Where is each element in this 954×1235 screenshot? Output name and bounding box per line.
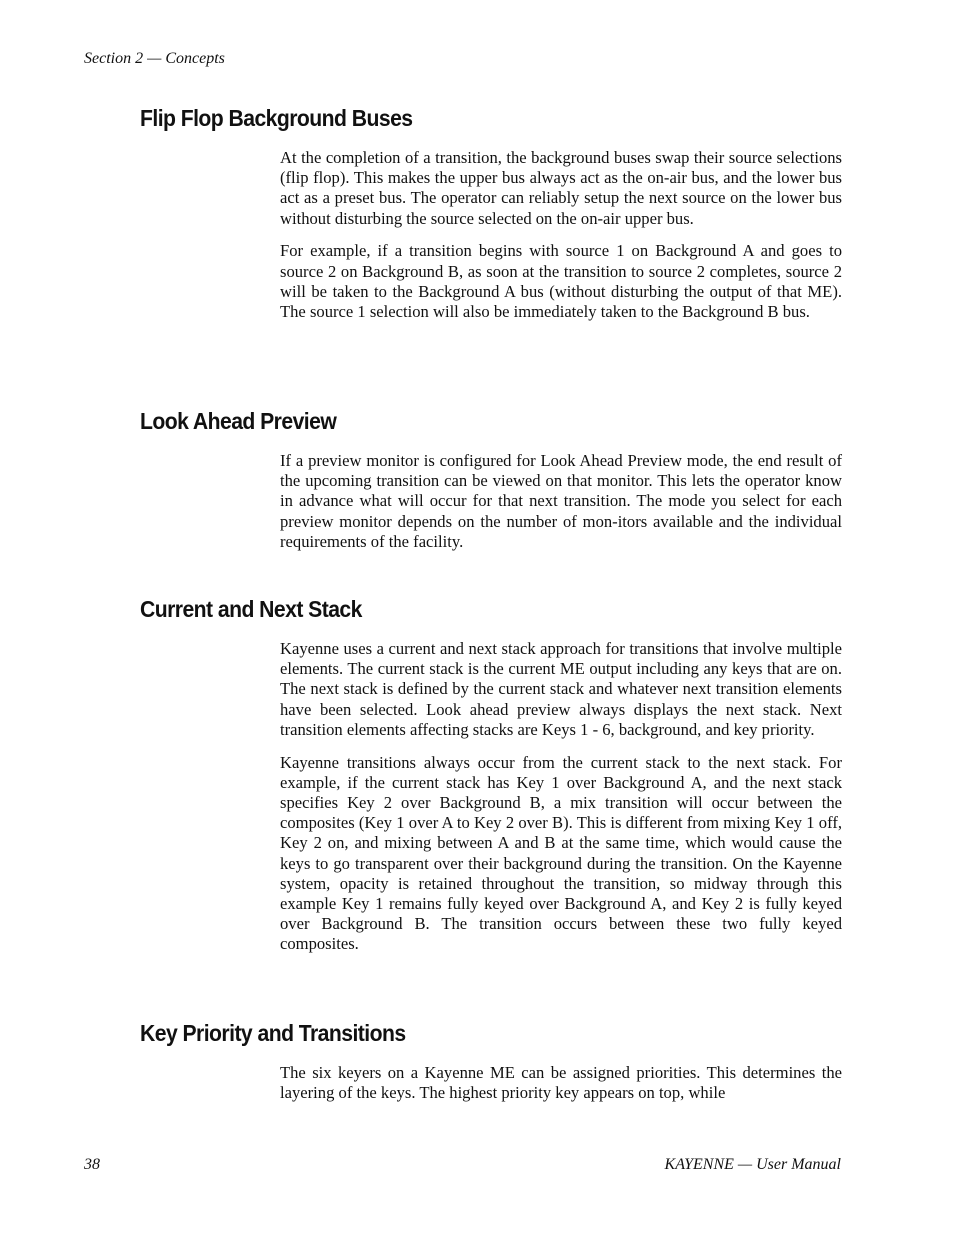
section-heading: Current and Next Stack: [140, 596, 362, 622]
section-heading: Flip Flop Background Buses: [140, 105, 413, 131]
section-heading: Look Ahead Preview: [140, 408, 337, 434]
paragraph: For example, if a transition begins with source 1 on Background A and goes to source 2 on Background B, as soon at the transition to source 2 completes, source 2 will be taken to the Background A bus (without disturbing the output of that ME). The source 1 selection will also be immediately taken to the Background B bus.: [280, 241, 842, 321]
section-key-priority: [140, 1019, 842, 1116]
paragraph: At the completion of a transition, the background buses swap their source selections (flip flop). This makes the upper bus always act as the on-air bus, and the lower bus act as a preset bus. The operator can reliably setup the next source on the lower bus without disturbing the source selected on the on-air upper bus.: [280, 148, 842, 228]
page-number: 38: [84, 1156, 100, 1173]
section-body: [280, 451, 842, 552]
section-body: [280, 1063, 842, 1103]
section-look-ahead-preview: [140, 407, 842, 565]
section-body: [280, 639, 842, 955]
section-body: [280, 148, 842, 322]
section-flip-flop: [140, 104, 842, 335]
paragraph: If a preview monitor is configured for Look Ahead Preview mode, the end result of the upcoming transition can be viewed on that monitor. This lets the operator know in advance what will occur for that next transition. The mode you select for each preview monitor depends on the number of mon-itors available and the individual requirements of the facility.: [280, 451, 842, 551]
section-heading: Key Priority and Transitions: [140, 1020, 406, 1046]
section-current-next-stack: [140, 595, 842, 967]
running-header: Section 2 — Concepts: [84, 50, 225, 67]
paragraph: Kayenne uses a current and next stack approach for transitions that involve multiple elements. The current stack is the current ME output including any keys that are on. The next stack is defined by the current stack and whatever next transition elements have been selected. Look ahead preview always displays the next stack. Next transition elements affecting stacks are Keys 1 - 6, background, and key priority.: [280, 639, 842, 739]
paragraph: The six keyers on a Kayenne ME can be assigned priorities. This determines the layering of the keys. The highest priority key appears on top, while: [280, 1063, 842, 1103]
paragraph: Kayenne transitions always occur from the current stack to the next stack. For example, if the current stack has Key 1 over Background A, and the next stack specifies Key 2 over Background B, a mix transition will occur between the composites (Key 1 over A to Key 2 over B). This is different from mixing Key 1 off, Key 2 on, and mixing between A and B at the same time, which would cause the keys to go transparent over their background during the transition. On the Kayenne system, opacity is retained throughout the transition, so midway through this example Key 1 remains fully keyed over Background A, and Key 2 is fully keyed over Background B. The transition occurs between these two fully keyed composites.: [280, 752, 842, 954]
running-footer: KAYENNE — User Manual: [664, 1156, 841, 1173]
